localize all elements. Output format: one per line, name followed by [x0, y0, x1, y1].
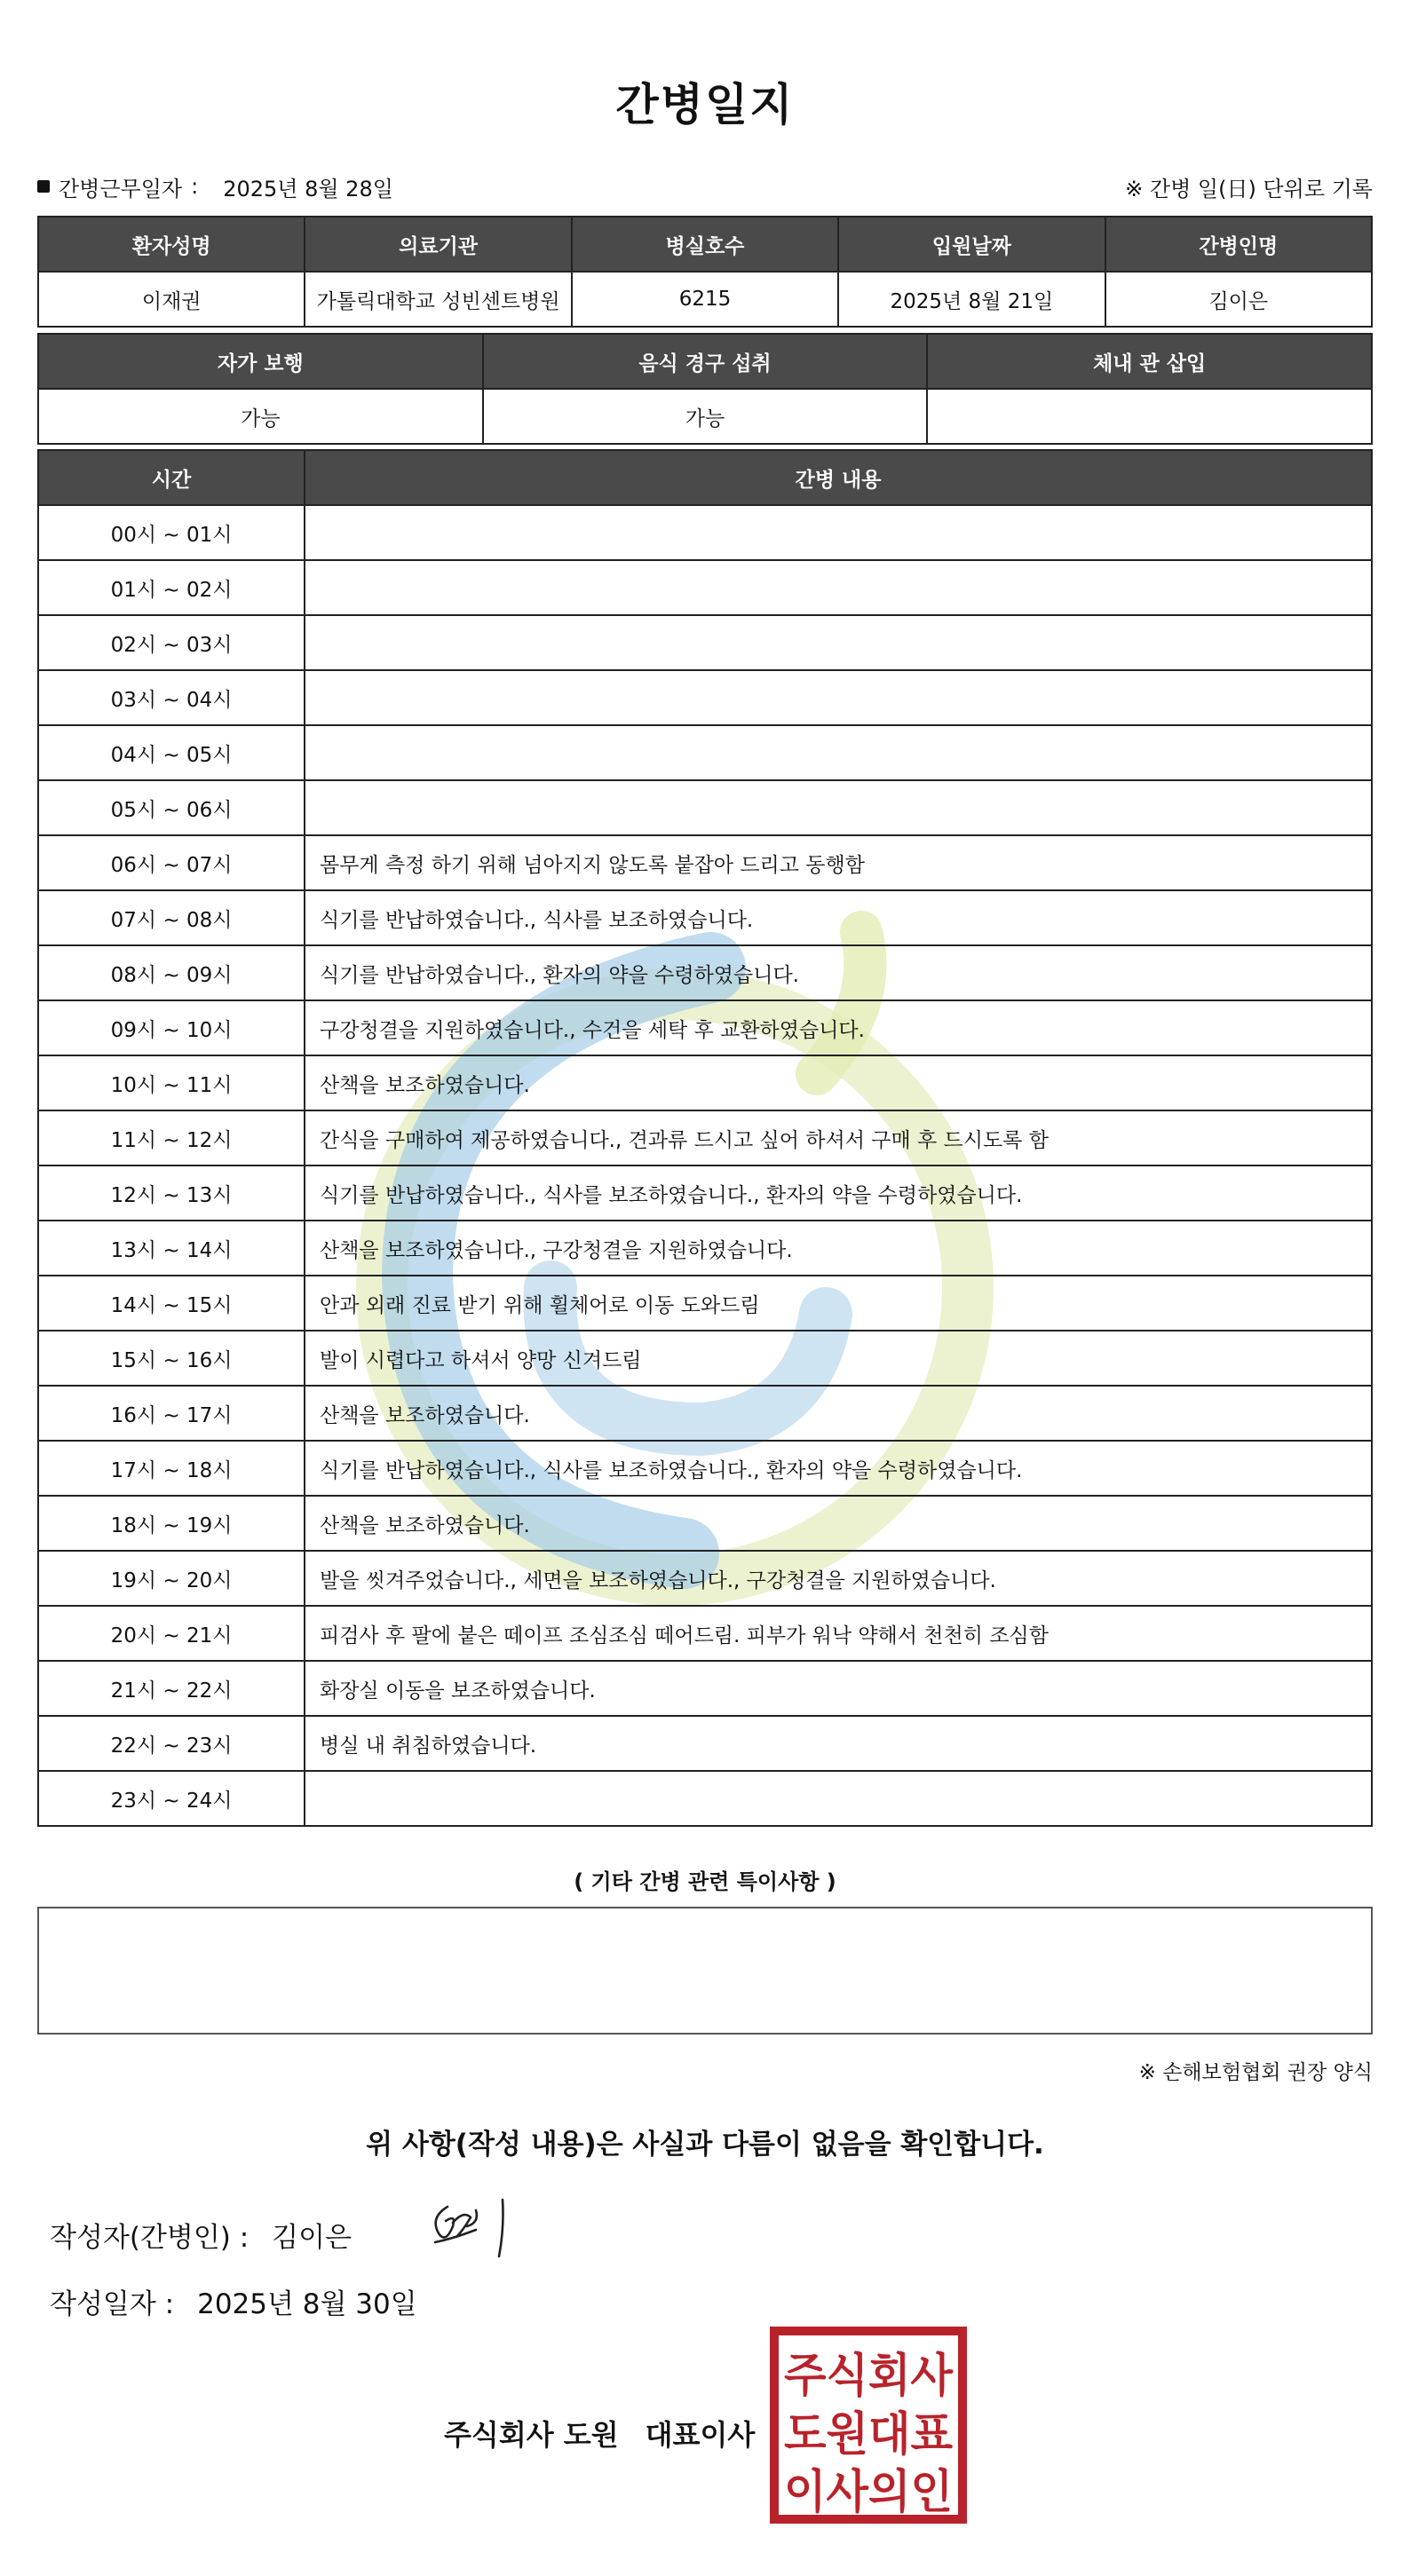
care-log-row: [38, 1551, 1372, 1606]
care-log-content: 몸무게 측정 하기 위해 넘아지지 않도록 붙잡아 드리고 동행함: [305, 835, 1372, 890]
care-log-time: 08시 ~ 09시: [38, 945, 305, 1000]
care-log-row: [38, 670, 1372, 725]
care-log-content: [305, 505, 1372, 560]
care-log-time: 15시 ~ 16시: [38, 1331, 305, 1386]
care-log-time: 02시 ~ 03시: [38, 615, 305, 670]
self-walking-value: 가능: [38, 389, 483, 444]
care-log-time: 17시 ~ 18시: [38, 1441, 305, 1496]
care-log-content: 식기를 반납하였습니다., 식사를 보조하였습니다., 환자의 약을 수령하였습니다.: [305, 1166, 1372, 1221]
care-log-row: [38, 1221, 1372, 1276]
seal-line-3: 이사의인: [784, 2466, 953, 2519]
care-log-time: 00시 ~ 01시: [38, 505, 305, 560]
care-log-row: [38, 1331, 1372, 1386]
care-log-content: 간식을 구매하여 제공하였습니다., 견과류 드시고 싶어 하셔서 구매 후 드시도록 함: [305, 1110, 1372, 1166]
seal-line-2: 도원대표: [784, 2408, 953, 2461]
writer-row: [50, 2215, 352, 2255]
recommendation-note: ※ 손해보험협회 권장 양식: [1138, 2061, 1373, 2084]
company-seal-icon: [769, 2326, 968, 2525]
care-log-time: 09시 ~ 10시: [38, 1000, 305, 1055]
patient-value-row: [38, 272, 1372, 327]
header-oral-intake: 음식 경구 섭취: [483, 334, 928, 389]
notes-box: [37, 1907, 1373, 2035]
header-caregiver-name: 간병인명: [1105, 217, 1372, 272]
patient-header-row: [38, 217, 1372, 272]
oral-intake-value: 가능: [483, 389, 928, 444]
seal-line-1: 주식회사: [784, 2350, 954, 2403]
care-log-content: [305, 780, 1372, 835]
care-log-time: 20시 ~ 21시: [38, 1606, 305, 1661]
care-log-row: [38, 1771, 1372, 1826]
page-title: 간병일지: [615, 79, 795, 130]
care-log-content: [305, 725, 1372, 780]
care-log-header-row: [38, 450, 1372, 505]
care-log-content: 산책을 보조하였습니다.: [305, 1055, 1372, 1110]
work-date-separator: :: [191, 174, 199, 199]
written-date-row: [50, 2281, 417, 2321]
confirmation-statement: 위 사항(작성 내용)은 사실과 다름이 없음을 확인합니다.: [366, 2129, 1044, 2161]
company-name: 주식회사 도원: [444, 2418, 619, 2452]
care-log-content: [305, 615, 1372, 670]
care-log-row: [38, 505, 1372, 560]
care-log-row: [38, 1606, 1372, 1661]
patient-info-table: [37, 216, 1373, 328]
care-log-content: 구강청결을 지원하였습니다., 수건을 세탁 후 교환하였습니다.: [305, 1000, 1372, 1055]
care-log-time: 18시 ~ 19시: [38, 1496, 305, 1551]
care-log-time: 06시 ~ 07시: [38, 835, 305, 890]
care-log-time: 05시 ~ 06시: [38, 780, 305, 835]
care-log-row: [38, 1166, 1372, 1221]
care-log-content: 식기를 반납하였습니다., 환자의 약을 수령하였습니다.: [305, 945, 1372, 1000]
care-log-row: [38, 1276, 1372, 1331]
header-care-content: 간병 내용: [305, 450, 1372, 505]
care-log-content: [305, 1771, 1372, 1826]
care-log-row: [38, 615, 1372, 670]
care-log-content: [305, 670, 1372, 725]
care-log-time: 01시 ~ 02시: [38, 560, 305, 615]
care-log-time: 22시 ~ 23시: [38, 1716, 305, 1771]
care-log-row: [38, 890, 1372, 945]
room-number: 6215: [572, 272, 838, 327]
care-log-time: 10시 ~ 11시: [38, 1055, 305, 1110]
written-date-value: 2025년 8월 30일: [197, 2288, 417, 2320]
writer-name: 김이은: [272, 2222, 352, 2254]
care-log-row: [38, 1441, 1372, 1496]
care-log-content: 식기를 반납하였습니다., 식사를 보조하였습니다.: [305, 890, 1372, 945]
status-value-row: [38, 389, 1372, 444]
care-log-time: 16시 ~ 17시: [38, 1386, 305, 1441]
care-log-table: [37, 449, 1373, 1827]
care-log-content: 식기를 반납하였습니다., 식사를 보조하였습니다., 환자의 약을 수령하였습니다.: [305, 1441, 1372, 1496]
care-log-content: 발이 시렵다고 하셔서 양망 신겨드림: [305, 1331, 1372, 1386]
tube-insertion-value: [927, 389, 1372, 444]
care-log-time: 04시 ~ 05시: [38, 725, 305, 780]
care-log-content: 산책을 보조하였습니다., 구강청결을 지원하였습니다.: [305, 1221, 1372, 1276]
header-patient-name: 환자성명: [38, 217, 305, 272]
care-log-row: [38, 780, 1372, 835]
patient-name: 이재권: [38, 272, 305, 327]
care-log-content: [305, 560, 1372, 615]
work-date-value: 2025년 8월 28일: [223, 176, 393, 201]
square-bullet-icon: [37, 180, 50, 193]
care-log-content: 안과 외래 진료 받기 위해 휠체어로 이동 도와드림: [305, 1276, 1372, 1331]
status-header-row: [38, 334, 1372, 389]
company-signature-line: [444, 2413, 755, 2454]
care-log-row: [38, 1716, 1372, 1771]
patient-status-table: [37, 333, 1373, 445]
care-log-time: 07시 ~ 08시: [38, 890, 305, 945]
care-log-time: 21시 ~ 22시: [38, 1661, 305, 1716]
care-log-row: [38, 835, 1372, 890]
header-time: 시간: [38, 450, 305, 505]
caregiver-name: 김이은: [1105, 272, 1372, 327]
care-log-content: 피검사 후 팔에 붙은 떼이프 조심조심 떼어드림. 피부가 워낙 약해서 천천히 조심함: [305, 1606, 1372, 1661]
care-log-row: [38, 1386, 1372, 1441]
header-room-number: 병실호수: [572, 217, 838, 272]
header-tube-insertion: 체내 관 삽입: [927, 334, 1372, 389]
work-date-label: 간병근무일자: [59, 176, 183, 201]
care-log-row: [38, 1055, 1372, 1110]
care-log-row: [38, 1496, 1372, 1551]
work-date-row: [37, 170, 1373, 202]
work-date: [37, 171, 393, 202]
care-log-time: 12시 ~ 13시: [38, 1166, 305, 1221]
writer-label: 작성자(간병인) :: [50, 2222, 250, 2254]
care-log-row: [38, 560, 1372, 615]
care-log-time: 03시 ~ 04시: [38, 670, 305, 725]
signature-icon: [417, 2191, 515, 2262]
header-admission-date: 입원날짜: [838, 217, 1105, 272]
care-log-content: 화장실 이동을 보조하였습니다.: [305, 1661, 1372, 1716]
care-log-content: 병실 내 취침하였습니다.: [305, 1716, 1372, 1771]
header-self-walking: 자가 보행: [38, 334, 483, 389]
written-date-label: 작성일자 :: [50, 2288, 175, 2320]
unit-note: ※ 간병 일(日) 단위로 기록: [1125, 176, 1373, 201]
care-log-time: 23시 ~ 24시: [38, 1771, 305, 1826]
care-log-row: [38, 1000, 1372, 1055]
header-hospital: 의료기관: [305, 217, 571, 272]
notes-heading: ( 기타 간병 관련 특이사항 ): [574, 1869, 836, 1894]
care-log-row: [38, 725, 1372, 780]
care-log-time: 19시 ~ 20시: [38, 1551, 305, 1606]
hospital-name: 가톨릭대학교 성빈센트병원: [305, 272, 571, 327]
care-log-content: 산책을 보조하였습니다.: [305, 1496, 1372, 1551]
care-log-row: [38, 1110, 1372, 1166]
care-log-time: 13시 ~ 14시: [38, 1221, 305, 1276]
admission-date: 2025년 8월 21일: [838, 272, 1105, 327]
care-log-content: 발을 씻겨주었습니다., 세면을 보조하였습니다., 구강청결을 지원하였습니다.: [305, 1551, 1372, 1606]
care-log-time: 11시 ~ 12시: [38, 1110, 305, 1166]
company-title: 대표이사: [645, 2418, 756, 2452]
care-log-row: [38, 945, 1372, 1000]
care-log-row: [38, 1661, 1372, 1716]
care-log-time: 14시 ~ 15시: [38, 1276, 305, 1331]
care-log-content: 산책을 보조하였습니다.: [305, 1386, 1372, 1441]
